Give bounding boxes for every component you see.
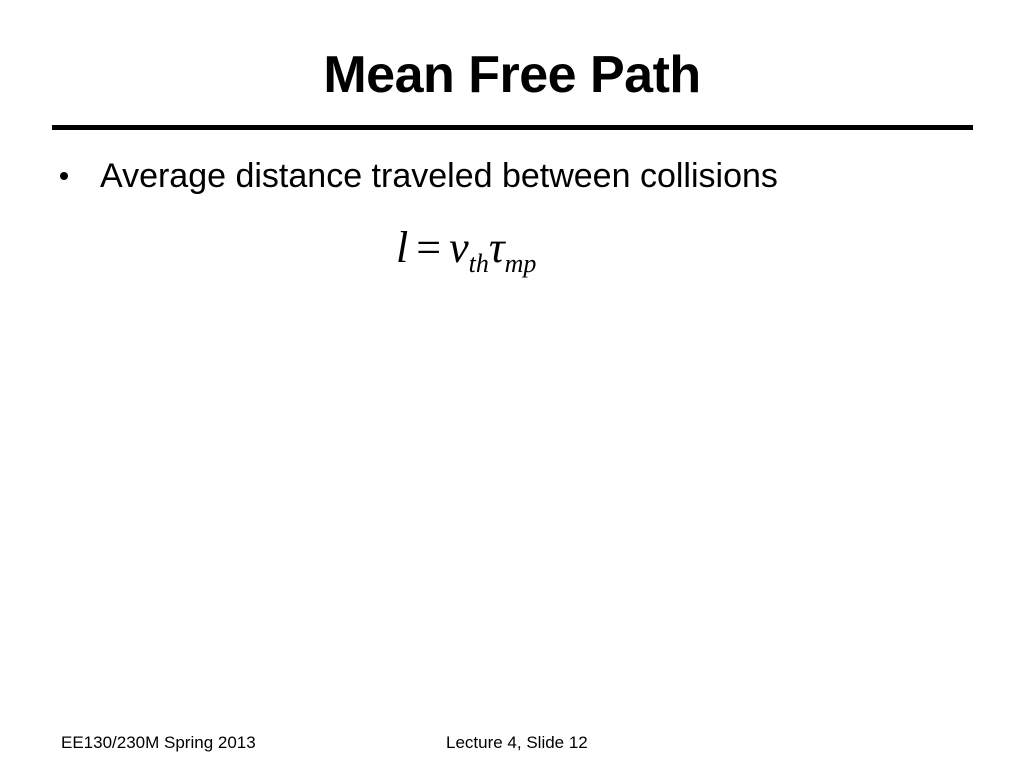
title-divider [52, 125, 973, 130]
equation-velocity-subscript: th [468, 249, 489, 278]
slide-title: Mean Free Path [323, 46, 701, 104]
bullet-dot-icon [60, 172, 68, 180]
bullet-text: Average distance traveled between collisions [100, 157, 778, 195]
footer-slide-number: Lecture 4, Slide 12 [446, 733, 588, 752]
equation-tau-subscript: mp [504, 249, 537, 278]
equation-equals: = [416, 223, 442, 272]
equation-lhs: l [396, 223, 409, 272]
footer-course: EE130/230M Spring 2013 [61, 733, 256, 752]
mean-free-path-equation [396, 220, 536, 280]
equation-velocity: v [449, 223, 469, 272]
equation-tau: τ [488, 223, 505, 272]
bullet-item [60, 154, 778, 198]
